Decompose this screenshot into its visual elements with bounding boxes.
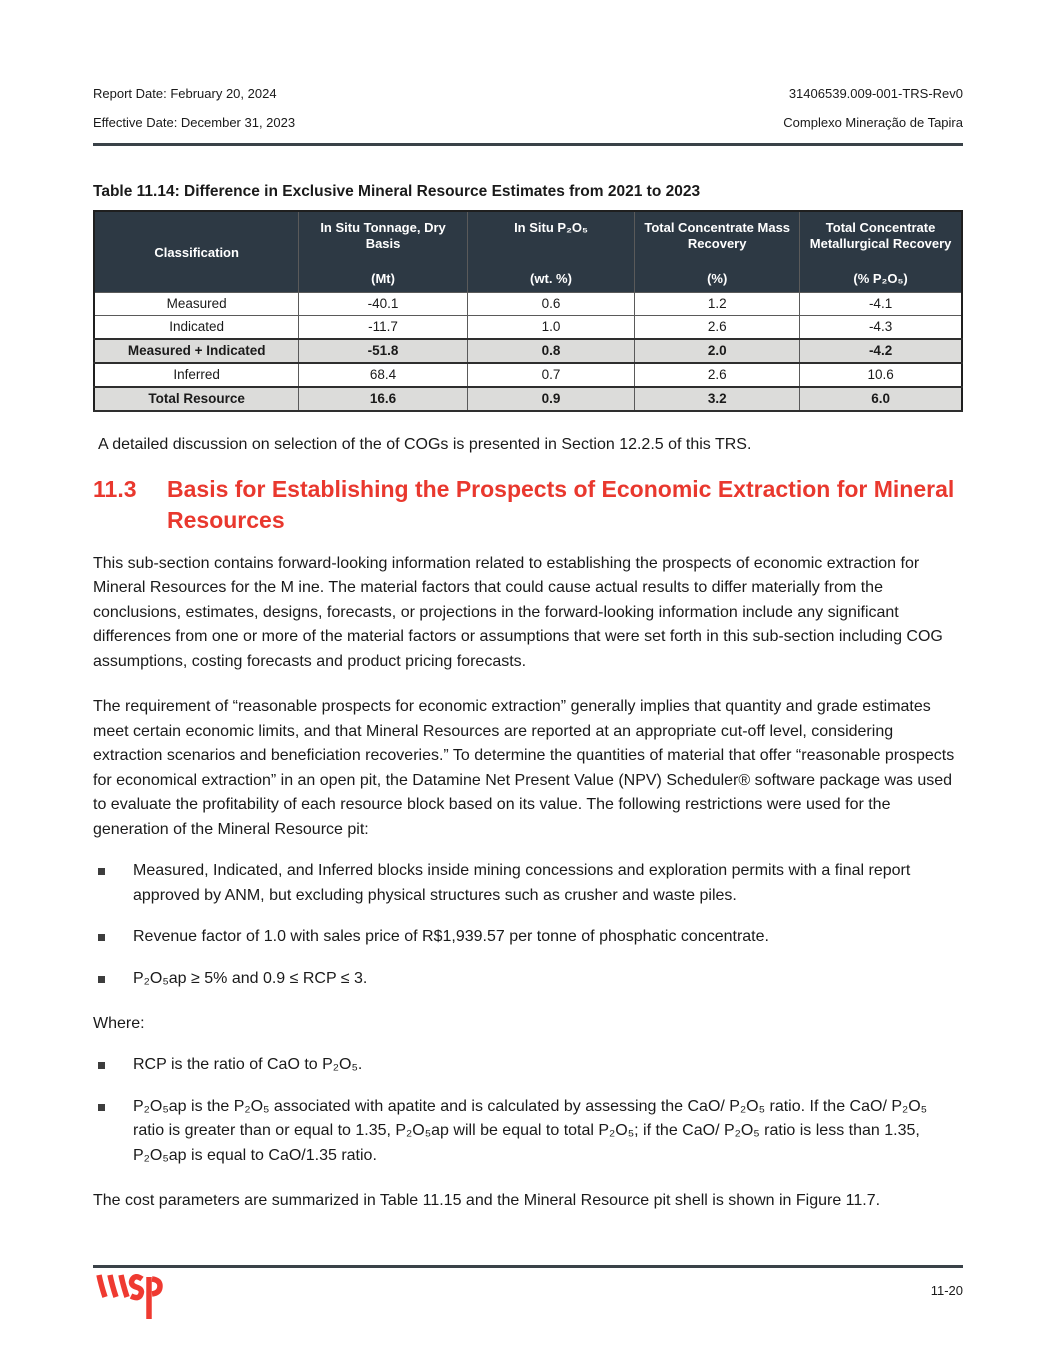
col-header-classification: Classification [94, 211, 299, 292]
page-footer [93, 1265, 963, 1326]
doc-number: 31406539.009-001-TRS-Rev0 [788, 86, 963, 101]
bullet-square-icon [98, 934, 105, 941]
page-number: 11-20 [930, 1283, 963, 1298]
list-item: Measured, Indicated, and Inferred blocks inside mining concessions and exploration permits with a final report approved by ANM, but excluding physical structures such as crusher and waste piles. [93, 859, 963, 908]
section-heading [93, 474, 963, 536]
table-header [94, 211, 962, 292]
list-item: P₂O₅ap ≥ 5% and 0.9 ≤ RCP ≤ 3. [93, 967, 963, 992]
list-item: P₂O₅ap is the P₂O₅ associated with apatite and is calculated by assessing the CaO/ P₂O₅ ratio. If the CaO/ P₂O₅ ratio is greater than or equal to 1.35, P₂O₅ap will be equal to total P₂O₅; if the CaO/ P₂O₅ ratio is less than 1.35, P₂O₅ap is equal to CaO/1.35 ratio. [93, 1095, 963, 1169]
table-row-measured: Measured -40.1 0.6 1.2 -4.1 [94, 292, 962, 315]
col-header-tonnage: In Situ Tonnage, Dry Basis (Mt) [299, 211, 467, 292]
table-row-measured-indicated: Measured + Indicated -51.8 0.8 2.0 -4.2 [94, 339, 962, 363]
where-list [93, 1053, 963, 1168]
table-row-total-resource: Total Resource 16.6 0.9 3.2 6.0 [94, 387, 962, 411]
doc-header [93, 86, 963, 131]
bullet-square-icon [98, 1062, 105, 1069]
doc-header-left [93, 86, 295, 131]
doc-header-right [783, 86, 963, 131]
restrictions-list [93, 859, 963, 991]
header-rule [93, 143, 963, 146]
section-title: Basis for Establishing the Prospects of Economic Extraction for Mineral Resources [167, 475, 955, 533]
table-row-inferred: Inferred 68.4 0.7 2.6 10.6 [94, 363, 962, 387]
resource-estimates-table [93, 210, 963, 412]
bullet-square-icon [98, 868, 105, 875]
table-row-indicated: Indicated -11.7 1.0 2.6 -4.3 [94, 315, 962, 339]
col-header-p2o5: In Situ P₂O₅ (wt. %) [467, 211, 635, 292]
where-label: Where: [93, 1015, 145, 1032]
col-header-mass-recovery: Total Concentrate Mass Recovery (%) [635, 211, 800, 292]
effective-date: Effective Date: December 31, 2023 [93, 115, 296, 130]
project-name: Complexo Mineração de Tapira [783, 115, 963, 130]
list-item: RCP is the ratio of CaO to P₂O₅. [93, 1053, 963, 1078]
closing-paragraph: The cost parameters are summarized in Table 11.15 and the Mineral Resource pit shell is shown in Figure 11.7. [93, 1192, 881, 1209]
list-item: Revenue factor of 1.0 with sales price of R$1,939.57 per tonne of phosphatic concentrate. [93, 925, 963, 950]
cog-discussion-note: A detailed discussion on selection of the of COGs is presented in Section 12.2.5 of this TRS. [98, 435, 752, 453]
paragraph-requirements: The requirement of “reasonable prospects for economic extraction” generally implies that quantity and grade estimates meet certain economic limits, and that Mineral Resources are reported at an appropriate cut-off level, considering extraction scenarios and beneficiation recoveries.” To determine the quantities of material that offer “reasonable prospects for economical extraction” in an open pit, the Datamine Net Present Value (NPV) Scheduler® software package was used to evaluate the profitability of each resource block based on its value. The following restrictions were used for the generation of the Mineral Resource pit: [93, 698, 955, 838]
paragraph-forward-looking: This sub-section contains forward-looking information related to establishing the prospects of economic extraction for Mineral Resources for the M ine. The material factors that could cause actual results to differ materially from the conclusions, estimates, designs, forecasts, or projections in the forward-looking information include any significant differences from one or more of the material factors or assumptions that were set forth in this sub-section including COG assumptions, costing forecasts and product pricing forecasts. [93, 554, 943, 670]
bullet-square-icon [98, 1104, 105, 1111]
table-title: Table 11.14: Difference in Exclusive Mineral Resource Estimates from 2021 to 2023 [93, 183, 701, 200]
wsp-logo-icon [93, 1271, 163, 1326]
bullet-square-icon [98, 976, 105, 983]
report-date: Report Date: February 20, 2024 [93, 86, 277, 101]
col-header-metallurgical-recovery: Total Concentrate Metallurgical Recovery (% P₂O₅) [800, 211, 962, 292]
section-number: 11.3 [93, 475, 137, 502]
